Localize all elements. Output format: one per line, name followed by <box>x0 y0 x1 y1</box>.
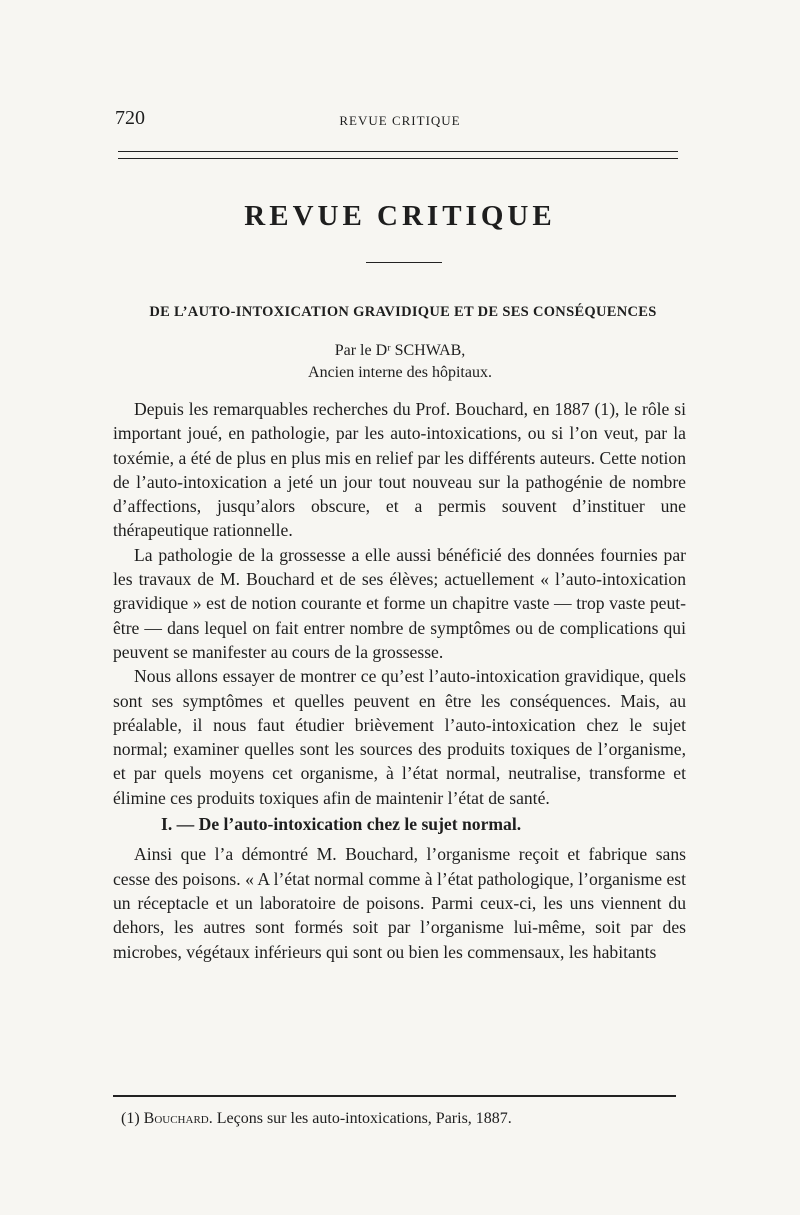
title-rule <box>366 262 442 263</box>
paragraph: Ainsi que l’a démontré M. Bouchard, l’organisme reçoit et fabrique sans cesse des poisons. « A l’état normal comme à l’état pathologique, l’organisme est un réceptacle et un laboratoire de poisons. Parmi ceux-ci, les uns viennent du dehors, les autres sont formés soit par l’organisme lui-même, soit par des microbes, végétaux inférieurs qui sont ou bien les commensaux, les habitants <box>113 844 686 962</box>
footnote <box>121 1110 512 1128</box>
paragraph: La pathologie de la grossesse a elle aussi bénéficié des données fournies par les travaux de M. Bouchard et de ses élèves; actuellement « l’auto-intoxication gravidique » est de notion courante et forme un chapitre vaste — trop vaste peut-être — dans lequel on fait entrer nombre de symptômes ou de complications qui peuvent se manifester au cours de la grossesse. <box>113 544 686 662</box>
running-header <box>115 103 685 133</box>
footnote-marker: (1) <box>121 1110 140 1127</box>
article-body <box>113 397 686 964</box>
section-title: REVUE CRITIQUE <box>244 200 556 232</box>
section-heading: I. — De l’auto-intoxication chez le sujet normal. <box>161 814 522 835</box>
paragraph: Nous allons essayer de montrer ce qu’est l’auto-intoxication gravidique, quels sont ses symptômes et quelles peuvent en être les conséquences. Mais, au préalable, il nous faut étudier brièvement l’auto-intoxication chez le sujet normal; examiner quelles sont les sources des produits toxiques de l’organisme, et par quels moyens cet organisme, à l’état normal, neutralise, transforme et élimine ces produits toxiques afin de maintenir l’état de santé. <box>113 666 686 808</box>
footnote-author: Bouchard. <box>143 1110 213 1127</box>
page-number: 720 <box>115 107 145 129</box>
running-title: REVUE CRITIQUE <box>339 113 461 128</box>
paragraph: Depuis les remarquables recherches du Prof. Bouchard, en 1887 (1), le rôle si important joué, en pathologie, par les auto-intoxications, ou si l’on veut, par la toxémie, a été de plus en plus mis en relief par les différents auteurs. Cette notion de l’auto-intoxication a jeté un jour tout nouveau sur la pathogénie de nombre d’affections, jusqu’alors obscure, et a permis souvent d’instituer une thérapeutique rationnelle. <box>113 399 686 541</box>
footnote-rule <box>113 1095 676 1097</box>
author-line: Par le Dʳ SCHWAB, <box>334 342 466 359</box>
header-double-rule <box>118 151 678 159</box>
author-affiliation: Ancien interne des hôpitaux. <box>308 364 492 381</box>
article-subtitle: DE L’AUTO-INTOXICATION GRAVIDIQUE ET DE SES CONSÉQUENCES <box>149 304 657 320</box>
footnote-text: Leçons sur les auto-intoxications, Paris, 1887. <box>216 1110 512 1127</box>
